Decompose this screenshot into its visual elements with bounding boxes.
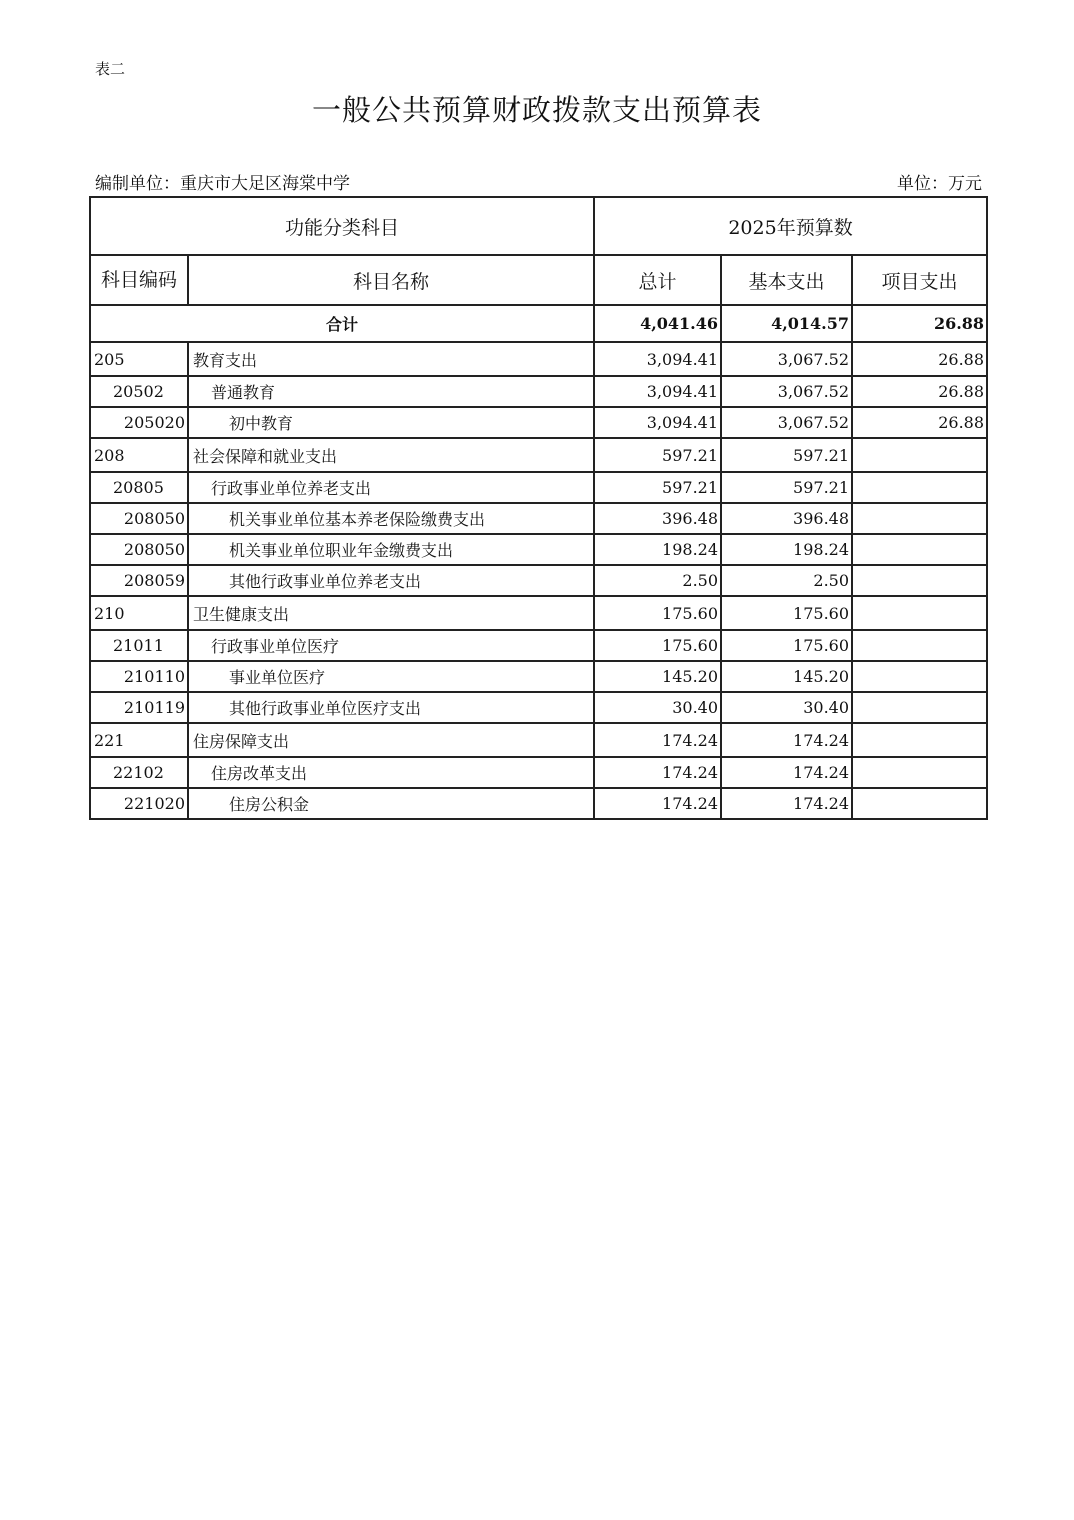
row-name: 教育支出 <box>188 342 594 376</box>
table-row <box>90 342 987 376</box>
row-total: 174.24 <box>594 723 721 757</box>
row-project: 26.88 <box>852 342 987 376</box>
row-code: 210110 <box>90 661 188 692</box>
row-total: 198.24 <box>594 534 721 565</box>
compiling-unit: 编制单位：重庆市大足区海棠中学 <box>95 174 350 194</box>
row-basic: 3,067.52 <box>721 407 852 438</box>
table-number: 表二 <box>95 60 126 78</box>
row-basic: 2.50 <box>721 565 852 596</box>
row-total: 30.40 <box>594 692 721 723</box>
row-basic: 175.60 <box>721 630 852 661</box>
row-project <box>852 757 987 788</box>
row-project <box>852 788 987 819</box>
row-basic: 3,067.52 <box>721 342 852 376</box>
table-row <box>90 757 987 788</box>
row-code: 20805 <box>90 472 188 503</box>
row-name: 社会保障和就业支出 <box>188 438 594 472</box>
row-total: 3,094.41 <box>594 342 721 376</box>
row-total: 2.50 <box>594 565 721 596</box>
header-budget-year: 2025年预算数 <box>594 197 987 255</box>
row-basic: 396.48 <box>721 503 852 534</box>
row-project <box>852 534 987 565</box>
budget-table <box>89 196 988 820</box>
row-project <box>852 503 987 534</box>
row-code: 210119 <box>90 692 188 723</box>
row-total: 174.24 <box>594 788 721 819</box>
row-project <box>852 723 987 757</box>
row-basic: 597.21 <box>721 438 852 472</box>
row-project: 26.88 <box>852 376 987 407</box>
row-code: 205020 <box>90 407 188 438</box>
row-name: 其他行政事业单位医疗支出 <box>188 692 594 723</box>
table-row <box>90 565 987 596</box>
row-name: 机关事业单位职业年金缴费支出 <box>188 534 594 565</box>
row-name: 其他行政事业单位养老支出 <box>188 565 594 596</box>
row-name: 住房保障支出 <box>188 723 594 757</box>
header-basic: 基本支出 <box>721 255 852 305</box>
row-project <box>852 630 987 661</box>
row-name: 机关事业单位基本养老保险缴费支出 <box>188 503 594 534</box>
table-row <box>90 596 987 630</box>
table-row <box>90 723 987 757</box>
header-func-class: 功能分类科目 <box>90 197 594 255</box>
total-project: 26.88 <box>852 305 987 342</box>
row-code: 210 <box>90 596 188 630</box>
row-basic: 174.24 <box>721 757 852 788</box>
row-name: 住房公积金 <box>188 788 594 819</box>
row-basic: 145.20 <box>721 661 852 692</box>
row-code: 22102 <box>90 757 188 788</box>
row-basic: 30.40 <box>721 692 852 723</box>
row-code: 21011 <box>90 630 188 661</box>
row-name: 住房改革支出 <box>188 757 594 788</box>
row-total: 396.48 <box>594 503 721 534</box>
table-row <box>90 472 987 503</box>
row-code: 208050 <box>90 503 188 534</box>
row-project <box>852 472 987 503</box>
row-name: 行政事业单位医疗 <box>188 630 594 661</box>
row-name: 初中教育 <box>188 407 594 438</box>
row-total: 597.21 <box>594 438 721 472</box>
row-name: 普通教育 <box>188 376 594 407</box>
table-row <box>90 534 987 565</box>
header-project: 项目支出 <box>852 255 987 305</box>
row-code: 221020 <box>90 788 188 819</box>
total-label: 合计 <box>90 305 594 342</box>
row-total: 175.60 <box>594 596 721 630</box>
row-total: 3,094.41 <box>594 407 721 438</box>
row-project <box>852 596 987 630</box>
row-basic: 175.60 <box>721 596 852 630</box>
row-code: 208050 <box>90 534 188 565</box>
row-total: 3,094.41 <box>594 376 721 407</box>
total-row <box>90 305 987 342</box>
row-project <box>852 565 987 596</box>
row-project <box>852 661 987 692</box>
row-project <box>852 692 987 723</box>
row-name: 事业单位医疗 <box>188 661 594 692</box>
row-name: 卫生健康支出 <box>188 596 594 630</box>
table-row <box>90 407 987 438</box>
row-name: 行政事业单位养老支出 <box>188 472 594 503</box>
row-total: 175.60 <box>594 630 721 661</box>
table-row <box>90 630 987 661</box>
header-name: 科目名称 <box>188 255 594 305</box>
table-row <box>90 661 987 692</box>
document-title: 一般公共预算财政拨款支出预算表 <box>311 93 762 127</box>
table-row <box>90 503 987 534</box>
row-basic: 174.24 <box>721 723 852 757</box>
total-basic: 4,014.57 <box>721 305 852 342</box>
row-basic: 198.24 <box>721 534 852 565</box>
total-sum: 4,041.46 <box>594 305 721 342</box>
money-unit: 单位：万元 <box>897 174 982 194</box>
table-row <box>90 692 987 723</box>
row-total: 174.24 <box>594 757 721 788</box>
row-project <box>852 438 987 472</box>
row-basic: 3,067.52 <box>721 376 852 407</box>
row-code: 205 <box>90 342 188 376</box>
row-code: 208059 <box>90 565 188 596</box>
table-row <box>90 376 987 407</box>
row-code: 208 <box>90 438 188 472</box>
row-code: 20502 <box>90 376 188 407</box>
row-project: 26.88 <box>852 407 987 438</box>
header-total: 总计 <box>594 255 721 305</box>
row-total: 597.21 <box>594 472 721 503</box>
table-row <box>90 788 987 819</box>
row-total: 145.20 <box>594 661 721 692</box>
row-basic: 174.24 <box>721 788 852 819</box>
row-basic: 597.21 <box>721 472 852 503</box>
table-row <box>90 438 987 472</box>
header-code: 科目编码 <box>90 255 188 305</box>
row-code: 221 <box>90 723 188 757</box>
